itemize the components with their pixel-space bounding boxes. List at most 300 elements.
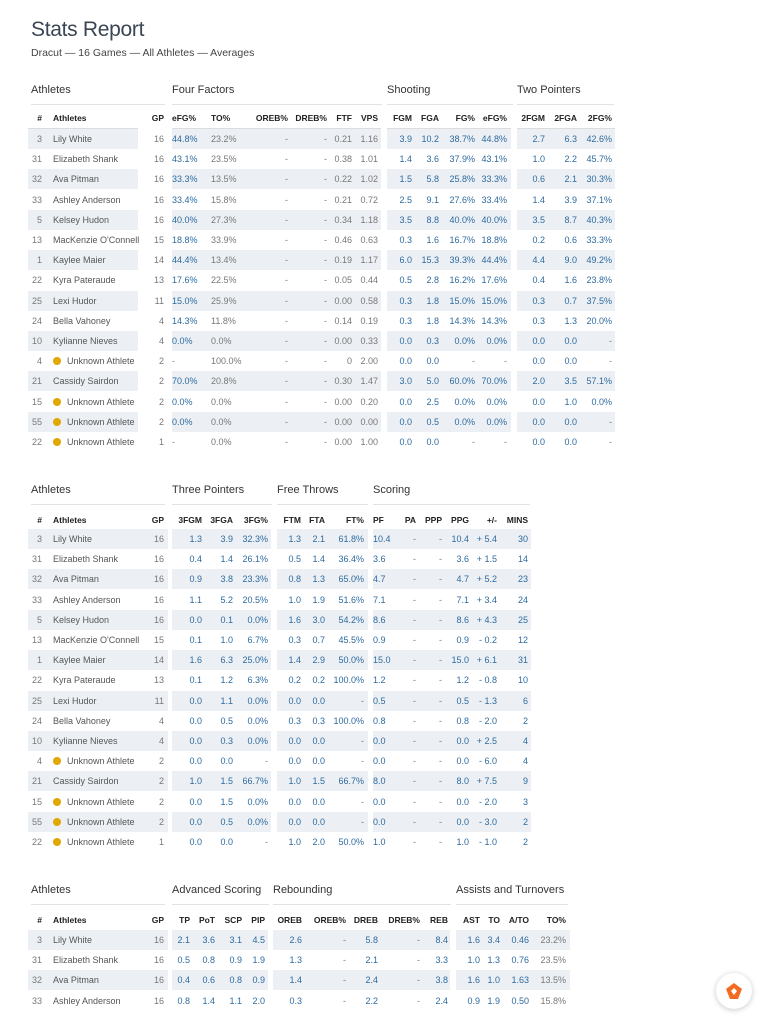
stat-cell: 0.63 (360, 235, 378, 245)
stat-cell: 6.3% (247, 675, 268, 685)
athlete-name[interactable] (53, 832, 153, 852)
stat-cell: - 1.0 (478, 837, 497, 847)
stat-cell: - (439, 534, 442, 544)
jersey-number: 25 (31, 696, 42, 706)
stat-cell: 23 (517, 574, 528, 584)
stat-cell: 3.6 (373, 554, 386, 564)
stat-cell: 1.63 (511, 975, 529, 985)
stat-cell: - (324, 356, 327, 366)
athlete-name[interactable]: MacKenzie O'Connell (53, 635, 140, 645)
stat-cell: - (609, 417, 612, 427)
stat-cell: 3.9 (564, 195, 577, 205)
athlete-name[interactable]: Kyra Pateraude (53, 675, 116, 685)
stat-cell: 37.1% (586, 195, 612, 205)
column-header[interactable]: 3FG% (243, 515, 268, 525)
stat-cell: 3 (522, 797, 528, 807)
stat-cell: - (324, 255, 327, 265)
stat-cell: 0.5 (220, 716, 233, 726)
athlete-name-text: Unknown Athlete (67, 356, 135, 366)
stat-cell: - 3.0 (478, 817, 497, 827)
stat-cell: 17.6% (481, 275, 507, 285)
stat-cell: 2.0 (312, 837, 325, 847)
stat-cell: 0.00 (334, 417, 352, 427)
athlete-name[interactable]: Ashley Anderson (53, 996, 121, 1006)
jersey-number: 24 (31, 716, 42, 726)
stat-cell: 0.3 (532, 296, 545, 306)
stat-cell: 0.0 (532, 417, 545, 427)
column-header[interactable]: # (37, 915, 42, 925)
stat-cell: 0.0 (532, 336, 545, 346)
stat-cell: 0.0 (456, 797, 469, 807)
stat-cell: 0.0 (312, 736, 325, 746)
stat-cell: 10.4 (373, 534, 391, 544)
stat-cell: 33.3% (481, 174, 507, 184)
group-heading: Three Pointers (172, 484, 245, 496)
jersey-number: 13 (31, 235, 42, 245)
stat-cell: 0.0% (247, 797, 268, 807)
stat-cell: 1.18 (360, 215, 378, 225)
stat-cell: - (324, 195, 327, 205)
stat-cell: 4.7 (456, 574, 469, 584)
stat-cell: 2.7 (532, 134, 545, 144)
stat-cell: + 2.5 (476, 736, 497, 746)
column-header[interactable]: MINS (506, 515, 528, 525)
stat-cell: 3.5 (532, 215, 545, 225)
jersey-number: 25 (31, 296, 42, 306)
stat-cell: 15 (153, 635, 164, 645)
jersey-number: 4 (36, 756, 42, 766)
group-heading: Advanced Scoring (172, 884, 262, 896)
column-header[interactable]: GP (151, 515, 164, 525)
stat-cell: 0.0 (564, 356, 577, 366)
stat-cell: 0.33 (360, 336, 378, 346)
athlete-name[interactable]: Kylianne Nieves (53, 736, 118, 746)
stat-cell: 25 (517, 615, 528, 625)
athlete-name[interactable]: Ashley Anderson (53, 195, 121, 205)
stat-cell: 15.0 (451, 655, 469, 665)
column-header[interactable]: VPS (360, 113, 378, 123)
group-heading: Shooting (387, 84, 431, 96)
column-header[interactable]: PIP (251, 915, 265, 925)
stat-cell: 37.5% (586, 296, 612, 306)
stat-cell: 1.0 (532, 154, 545, 164)
athlete-name[interactable] (53, 392, 153, 412)
stat-cell: 0 (346, 356, 352, 366)
column-header[interactable]: FTA (309, 515, 325, 525)
column-header[interactable]: 3FGM (178, 515, 202, 525)
stat-cell: + 1.5 (476, 554, 497, 564)
stat-cell: 16 (153, 996, 164, 1006)
stat-cell: 0.0 (399, 437, 412, 447)
stat-cell: - (285, 215, 288, 225)
stat-cell: 16 (153, 134, 164, 144)
stat-cell: 0.0% (172, 397, 193, 407)
athlete-name[interactable]: Lily White (53, 534, 93, 544)
warning-dot-icon (53, 818, 61, 826)
stat-cell: - (413, 817, 416, 827)
jersey-number: 33 (31, 996, 42, 1006)
stat-cell: 3.8 (220, 574, 233, 584)
stat-cell: 66.7% (338, 776, 364, 786)
stat-cell: 0.0% (211, 417, 232, 427)
athlete-name[interactable]: Kylianne Nieves (53, 336, 118, 346)
stat-cell: - (439, 716, 442, 726)
stat-cell: 0.3 (288, 635, 301, 645)
stat-cell: 2.5 (399, 195, 412, 205)
column-header[interactable]: eFG% (172, 113, 197, 123)
column-header[interactable]: PF (373, 515, 384, 525)
stat-cell: 5.8 (365, 935, 378, 945)
column-header[interactable]: DREB (353, 915, 378, 925)
athlete-name[interactable] (53, 792, 153, 812)
column-header[interactable]: A/TO (508, 915, 529, 925)
stat-cell: - (439, 635, 442, 645)
stat-cell: 0.0% (247, 817, 268, 827)
stat-cell: 43.1% (172, 154, 198, 164)
athlete-name[interactable]: Cassidy Sairdon (53, 776, 119, 786)
column-header[interactable]: # (37, 515, 42, 525)
stat-cell: + 5.2 (476, 574, 497, 584)
column-header[interactable]: PPP (424, 515, 442, 525)
stat-cell: 1.0 (288, 595, 301, 605)
stat-cell: 0.0% (247, 736, 268, 746)
stat-cell: 0.0 (189, 736, 202, 746)
stat-cell: 1.0 (456, 837, 469, 847)
stat-cell: - (439, 837, 442, 847)
stat-cell: 57.1% (586, 376, 612, 386)
athlete-name[interactable] (53, 412, 153, 432)
stat-cell: 0.0 (288, 817, 301, 827)
column-header[interactable]: PPG (451, 515, 469, 525)
stat-cell: 50.0% (338, 837, 364, 847)
column-header[interactable]: AST (463, 915, 480, 925)
stat-cell: 0.3 (399, 296, 412, 306)
column-header[interactable]: OREB% (313, 915, 346, 925)
stat-cell: 0.5 (456, 696, 469, 706)
column-header[interactable]: FGM (393, 113, 412, 123)
stat-cell: - (413, 574, 416, 584)
stat-cell: 4 (158, 716, 164, 726)
stat-cell: 0.44 (360, 275, 378, 285)
stat-cell: 100.0% (333, 675, 364, 685)
jersey-number: 55 (31, 817, 42, 827)
group-heading: Athletes (31, 84, 71, 96)
brand-logo-button[interactable] (716, 973, 752, 1009)
athlete-name[interactable] (53, 812, 153, 832)
stat-cell: 1.3 (189, 534, 202, 544)
stat-cell: 31 (517, 655, 528, 665)
athlete-name[interactable]: Kaylee Maier (53, 255, 106, 265)
column-header[interactable]: REB (430, 915, 448, 925)
group-divider (31, 904, 165, 905)
athlete-name[interactable]: Bella Vahoney (53, 716, 111, 726)
column-header[interactable]: 3FGA (210, 515, 233, 525)
stat-cell: 33.3% (172, 174, 198, 184)
column-header[interactable]: TO% (211, 113, 231, 123)
stat-cell: 40.0% (172, 215, 198, 225)
stat-cell: 1.4 (399, 154, 412, 164)
stat-cell: 9.0 (564, 255, 577, 265)
stat-cell: - (413, 554, 416, 564)
stat-cell: - (285, 195, 288, 205)
stat-cell: 0.0 (189, 756, 202, 766)
column-header[interactable]: 2FGM (521, 113, 545, 123)
stat-cell: - (324, 215, 327, 225)
athlete-name[interactable]: Ava Pitman (53, 574, 99, 584)
athlete-name[interactable]: Ashley Anderson (53, 595, 121, 605)
stat-cell: 1.9 (487, 996, 500, 1006)
stat-cell: 3.1 (229, 935, 242, 945)
athlete-name-text: Unknown Athlete (67, 797, 135, 807)
stat-cell: 2 (158, 356, 164, 366)
athlete-name[interactable]: Kaylee Maier (53, 655, 106, 665)
stat-cell: - (439, 554, 442, 564)
stat-cell: 0.76 (511, 955, 529, 965)
stat-cell: 0.22 (334, 174, 352, 184)
column-header[interactable]: 2FG% (587, 113, 612, 123)
column-header[interactable]: TO% (546, 915, 566, 925)
stat-cell: 0.1 (189, 635, 202, 645)
athlete-name[interactable]: Kelsey Hudon (53, 215, 110, 225)
stat-cell: 16.7% (449, 235, 475, 245)
stat-cell: - (265, 837, 268, 847)
stat-cell: 2.4 (435, 996, 448, 1006)
stat-cell: 22.5% (211, 275, 237, 285)
stat-cell: 3.9 (220, 534, 233, 544)
jersey-number: 31 (31, 955, 42, 965)
column-header[interactable]: Athletes (53, 515, 87, 525)
column-header[interactable]: SCP (224, 915, 242, 925)
stat-cell: 30 (517, 534, 528, 544)
stat-cell: 17.6% (172, 275, 198, 285)
stat-cell: - (361, 696, 364, 706)
stat-cell: 37.9% (449, 154, 475, 164)
stat-cell: 66.7% (242, 776, 268, 786)
column-header[interactable]: eFG% (482, 113, 507, 123)
athlete-name[interactable]: Lexi Hudor (53, 696, 97, 706)
athlete-name[interactable]: Ava Pitman (53, 174, 99, 184)
stat-cell: 1.8 (426, 296, 439, 306)
stat-cell: 0.0 (399, 356, 412, 366)
group-divider (172, 904, 269, 905)
stat-cell: 1.4 (289, 975, 302, 985)
athlete-name[interactable] (53, 351, 153, 371)
stat-cell: 2.6 (289, 935, 302, 945)
stat-cell: - (324, 316, 327, 326)
stat-cell: 100.0% (211, 356, 242, 366)
athlete-name[interactable]: Elizabeth Shank (53, 554, 119, 564)
athlete-name[interactable] (53, 432, 153, 452)
stat-cell: - (472, 356, 475, 366)
stat-cell: - (439, 696, 442, 706)
stat-cell: 0.21 (334, 195, 352, 205)
column-header[interactable]: FTM (283, 515, 301, 525)
stat-cell: 1.1 (189, 595, 202, 605)
group-heading: Four Factors (172, 84, 235, 96)
stat-cell: 0.0 (426, 437, 439, 447)
jersey-number: 55 (31, 417, 42, 427)
stat-cell: 14 (517, 554, 528, 564)
stat-cell: 0.0 (189, 716, 202, 726)
athlete-name-text: Unknown Athlete (67, 417, 135, 427)
stat-cell: - (285, 397, 288, 407)
jersey-number: 3 (36, 935, 42, 945)
stat-cell: 1.0 (467, 955, 480, 965)
stat-cell: - (417, 975, 420, 985)
stat-cell: - (324, 154, 327, 164)
stat-cell: 2 (522, 837, 528, 847)
stat-cell: 16.2% (449, 275, 475, 285)
stat-cell: 25.0% (242, 655, 268, 665)
stat-cell: - (413, 655, 416, 665)
stat-cell: - (361, 756, 364, 766)
stat-cell: - (285, 437, 288, 447)
stat-cell: 1.6 (467, 975, 480, 985)
stat-cell: 3.5 (564, 376, 577, 386)
jersey-number: 4 (36, 356, 42, 366)
jersey-number: 3 (36, 134, 42, 144)
stat-cell: 0.0 (532, 397, 545, 407)
group-divider (172, 104, 382, 105)
stat-cell: 0.30 (334, 376, 352, 386)
stat-cell: 9 (522, 776, 528, 786)
page-subtitle: Dracut — 16 Games — All Athletes — Averages (31, 47, 255, 59)
stat-cell: 1.6 (564, 275, 577, 285)
group-divider (387, 104, 513, 105)
stat-cell: 0.46 (334, 235, 352, 245)
stat-cell: 0.0 (189, 696, 202, 706)
stat-cell: 23.8% (586, 275, 612, 285)
stat-cell: 0.0% (211, 437, 232, 447)
athlete-name[interactable]: Cassidy Sairdon (53, 376, 119, 386)
stat-cell: 60.0% (449, 376, 475, 386)
stat-cell: + 7.5 (476, 776, 497, 786)
stat-cell: 3.3 (435, 955, 448, 965)
stat-cell: - (439, 776, 442, 786)
stat-cell: - (324, 174, 327, 184)
stat-cell: - (609, 336, 612, 346)
jersey-number: 21 (31, 376, 42, 386)
jersey-number: 3 (36, 534, 42, 544)
column-header[interactable]: PoT (198, 915, 215, 925)
column-header[interactable]: TP (179, 915, 190, 925)
stat-cell: 2 (158, 756, 164, 766)
column-header[interactable]: +/- (486, 515, 497, 525)
stat-cell: - (361, 736, 364, 746)
stat-cell: 0.0 (399, 397, 412, 407)
stat-cell: 3.0 (312, 615, 325, 625)
group-heading: Assists and Turnovers (456, 884, 565, 896)
athlete-name[interactable]: Lexi Hudor (53, 296, 97, 306)
stat-cell: 16 (153, 935, 164, 945)
athlete-name[interactable]: Ava Pitman (53, 975, 99, 985)
stat-cell: 0.3 (288, 716, 301, 726)
jersey-number: 31 (31, 154, 42, 164)
stat-cell: 16 (153, 174, 164, 184)
stat-cell: 2 (158, 776, 164, 786)
stat-cell: 14.3% (172, 316, 198, 326)
stat-cell: 3.0 (399, 376, 412, 386)
athlete-name[interactable]: Bella Vahoney (53, 316, 111, 326)
stat-cell: 40.0% (481, 215, 507, 225)
column-header[interactable]: DREB% (388, 915, 420, 925)
stat-cell: 16 (153, 215, 164, 225)
athlete-name[interactable]: Kelsey Hudon (53, 615, 110, 625)
stat-cell: 44.8% (481, 134, 507, 144)
stat-cell: 15.0% (481, 296, 507, 306)
stat-cell: 0.0 (220, 756, 233, 766)
athlete-name[interactable]: Elizabeth Shank (53, 154, 119, 164)
column-header[interactable]: GP (151, 113, 164, 123)
stat-cell: 51.6% (338, 595, 364, 605)
column-header[interactable]: Athletes (53, 113, 87, 123)
group-heading: Athletes (31, 484, 71, 496)
column-header[interactable]: FGA (421, 113, 439, 123)
stat-cell: 0.7 (312, 635, 325, 645)
stat-cell: 1.6 (288, 615, 301, 625)
jersey-number: 32 (31, 975, 42, 985)
stat-cell: 33.4% (172, 195, 198, 205)
stat-cell: 2.0 (532, 376, 545, 386)
stat-cell: 0.8 (177, 996, 190, 1006)
stat-cell: 5.8 (426, 174, 439, 184)
athlete-name[interactable]: Kyra Pateraude (53, 275, 116, 285)
stat-cell: 0.2 (532, 235, 545, 245)
stat-cell: 0.0 (189, 817, 202, 827)
column-header[interactable]: Athletes (53, 915, 87, 925)
column-header[interactable]: PA (404, 515, 416, 525)
athlete-name[interactable] (53, 751, 153, 771)
jersey-number: 31 (31, 554, 42, 564)
column-header[interactable]: 2FGA (554, 113, 577, 123)
athlete-name[interactable]: Elizabeth Shank (53, 955, 119, 965)
column-header[interactable]: OREB (277, 915, 302, 925)
athlete-name[interactable]: Lily White (53, 134, 93, 144)
stat-cell: 8.6 (373, 615, 386, 625)
column-header[interactable]: # (37, 113, 42, 123)
stat-cell: 15.0% (449, 296, 475, 306)
jersey-number: 5 (36, 615, 42, 625)
group-divider (517, 104, 614, 105)
stat-cell: 0.9 (252, 975, 265, 985)
athlete-name-text: Unknown Athlete (67, 837, 135, 847)
stat-cell: 1.2 (220, 675, 233, 685)
column-header[interactable]: FG% (455, 113, 475, 123)
stat-cell: 0.0 (532, 437, 545, 447)
stat-cell: 18.8% (481, 235, 507, 245)
stat-cell: 0.4 (532, 275, 545, 285)
stat-cell: 1.3 (288, 534, 301, 544)
stat-cell: - (413, 797, 416, 807)
stat-cell: 1.02 (360, 174, 378, 184)
stat-cell: 15.3 (421, 255, 439, 265)
stat-cell: - (324, 417, 327, 427)
column-header[interactable]: DREB% (295, 113, 327, 123)
athlete-name[interactable]: MacKenzie O'Connell (53, 235, 140, 245)
column-header[interactable]: FTF (336, 113, 352, 123)
column-header[interactable]: TO (488, 915, 500, 925)
stat-cell: 2 (158, 817, 164, 827)
stat-cell: 16 (153, 975, 164, 985)
stat-cell: 2.4 (365, 975, 378, 985)
stat-cell: 0.19 (360, 316, 378, 326)
column-header[interactable]: FT% (346, 515, 364, 525)
athlete-name[interactable]: Lily White (53, 935, 93, 945)
column-header[interactable]: GP (151, 915, 164, 925)
column-header[interactable]: OREB% (255, 113, 288, 123)
stat-cell: 1.3 (564, 316, 577, 326)
stat-cell: 3.5 (399, 215, 412, 225)
